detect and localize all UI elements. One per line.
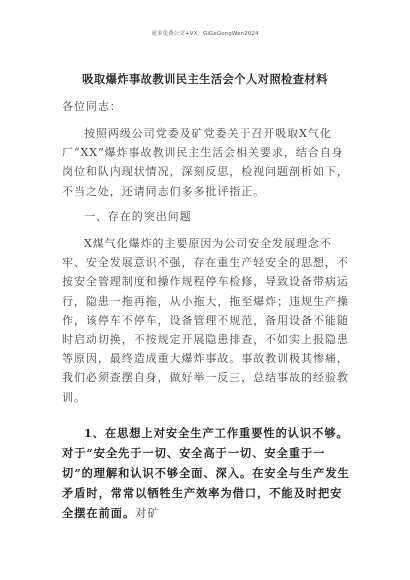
paragraph-point-1 xyxy=(62,423,350,524)
point-1-bold-text: 1、在思想上对安全生产工作重要性的认识不够。对于“安全先于一切、安全高于一切、安全重于一切”的理解和认识不够全面、深入。在安全与生产发生矛盾时，常常以牺牲生产效率为借口，不能及时把安全摆在前面。 xyxy=(62,426,350,520)
point-1-tail-text: 对矿 xyxy=(135,507,160,520)
paragraph-intro: 按照两级公司党委及矿党委关于召开吸取X气化厂“XX”爆炸事故教训民主生活会相关要求，结合自身岗位和队内现状情况，深刻反思，检视问题剖析如下，不当之处，还请同志们多多批评指正。 xyxy=(62,127,349,198)
header-watermark: 更多免费公文+VX：GiGeGongWen2024 xyxy=(151,31,259,37)
document-title: 吸取爆炸事故教训民主生活会个人对照检查材料 xyxy=(82,72,328,86)
salutation: 各位同志： xyxy=(62,100,122,113)
section-heading-problems: 一、存在的突出问题 xyxy=(84,210,192,223)
paragraph-accident-cause: X煤气化爆炸的主要原因为公司安全发展理念不牢、安全发展意识不强，存在重生产轻安全的思想，不按安全管理制度和操作规程停车检修，导致设备带病运行，隐患一拖再拖，从小拖大，拖至爆炸；违规生产操作，该停车不停车，设备管理不规范，备用设备不能随时启动切换，不按规定开展隐患排查，不如实上报隐患等原因，最终造成重大爆炸事故。事故教训极其惨痛，我们必须查摆自身，做好举一反三，总结事故的经验教训。 xyxy=(62,237,349,404)
